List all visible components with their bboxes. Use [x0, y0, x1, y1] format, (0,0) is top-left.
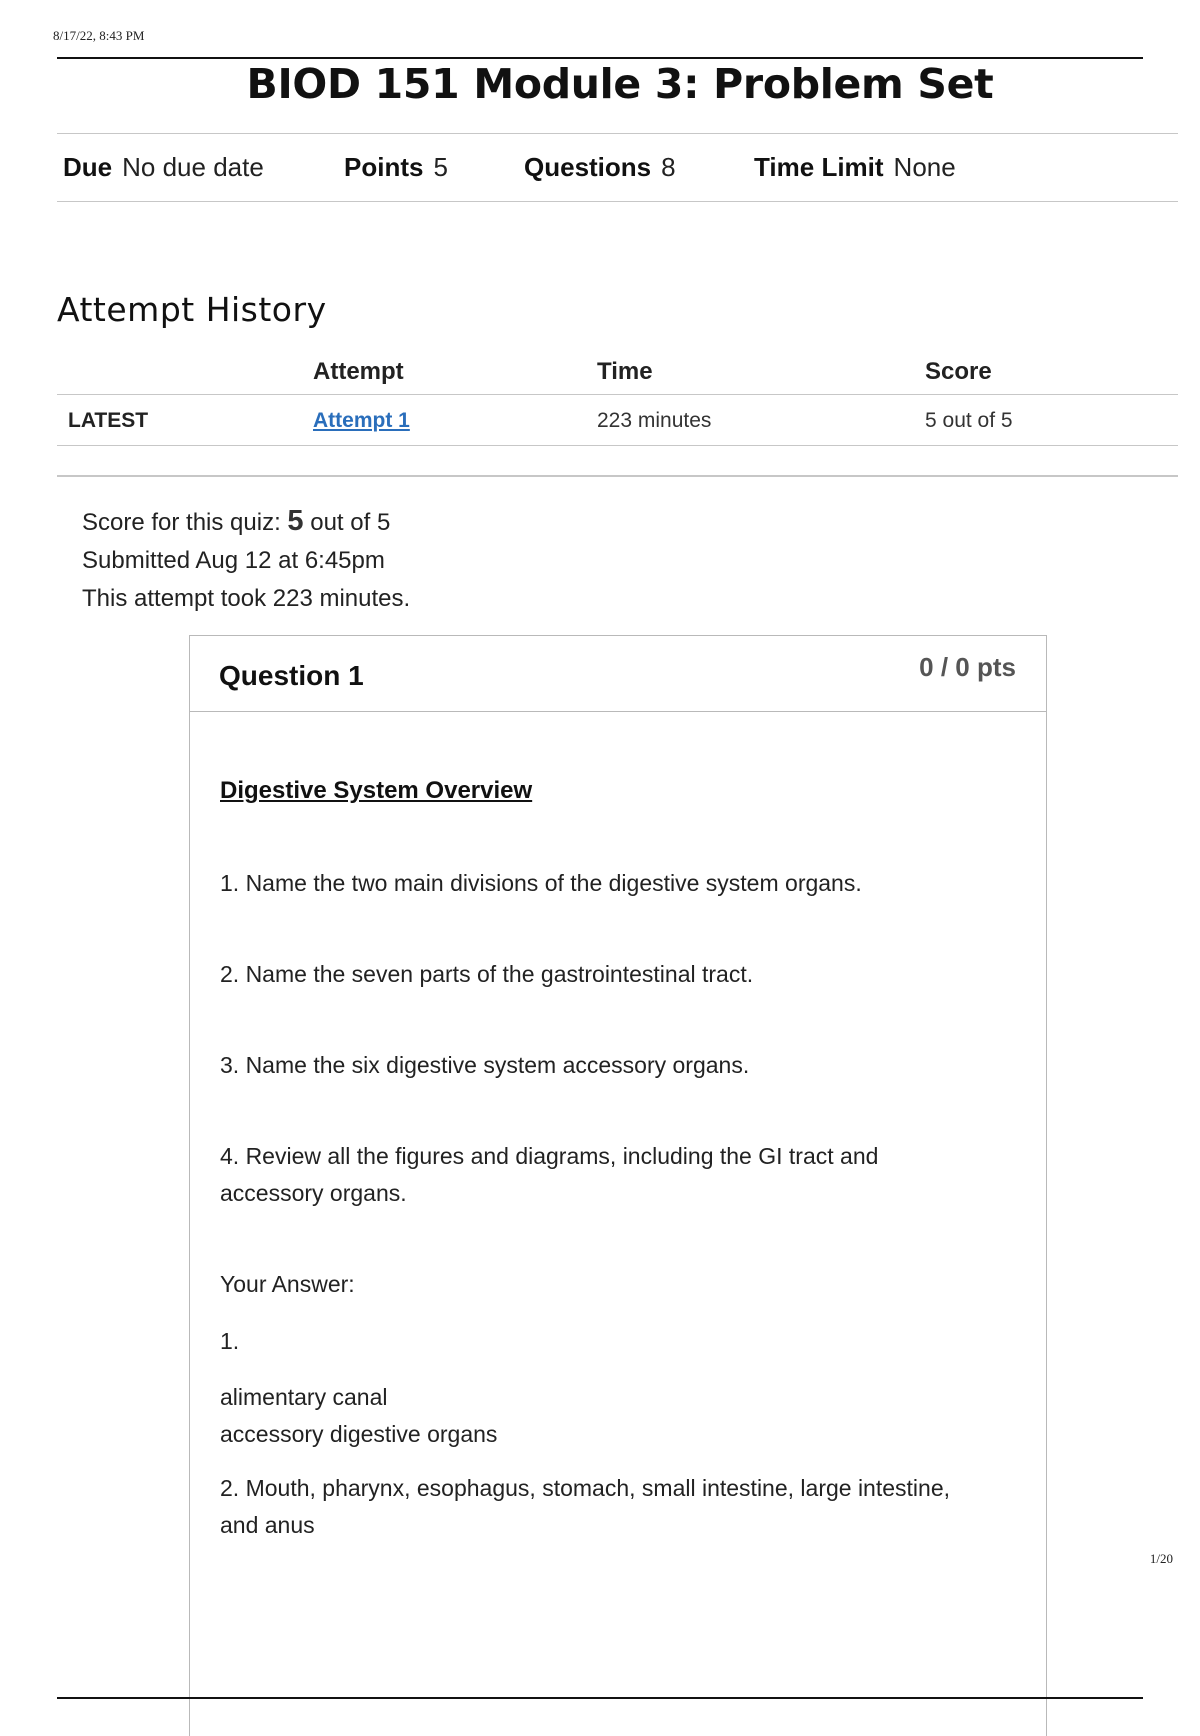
score-prefix: Score for this quiz:: [82, 509, 281, 536]
meta-due-value: No due date: [122, 152, 264, 182]
quiz-meta-bar: [57, 133, 1178, 202]
bottom-rule: [57, 1697, 1143, 1699]
prompt-4-continued: accessory organs.: [220, 1180, 407, 1206]
attempt-1-link[interactable]: Attempt 1: [313, 409, 410, 432]
meta-points: [344, 152, 448, 183]
prompt-3: 3. Name the six digestive system accessory organs.: [220, 1052, 750, 1078]
your-answer-label: Your Answer:: [220, 1271, 355, 1297]
quiz-summary: [82, 502, 410, 618]
meta-due: [63, 152, 264, 183]
question-card: [189, 635, 1047, 1736]
page-number: 1/20: [1149, 1551, 1173, 1566]
meta-questions: [524, 152, 676, 183]
attempt-history-table: [57, 352, 1178, 446]
column-header-attempt: Attempt: [313, 358, 404, 385]
answer-line-1: 1.: [220, 1328, 240, 1354]
meta-points-value: 5: [433, 152, 448, 182]
score-line: [82, 502, 410, 542]
meta-time-limit: [754, 152, 956, 183]
attempt-history-heading: Attempt History: [57, 290, 327, 329]
table-header-row: [57, 352, 1178, 395]
score-suffix: out of 5: [310, 509, 391, 536]
section-divider: [57, 475, 1178, 477]
meta-time-limit-value: None: [893, 152, 956, 182]
question-points: 0 / 0 pts: [919, 652, 1016, 682]
column-header-time: Time: [597, 358, 653, 385]
title-rule: [57, 57, 1143, 59]
meta-time-limit-label: Time Limit: [754, 152, 884, 182]
prompt-4: 4. Review all the figures and diagrams, including the GI tract and: [220, 1143, 879, 1169]
submitted-line: Submitted Aug 12 at 6:45pm: [82, 547, 385, 574]
prompt-2: 2. Name the seven parts of the gastrointestinal tract.: [220, 961, 754, 987]
meta-points-label: Points: [344, 152, 424, 182]
latest-tag: LATEST: [68, 409, 149, 432]
question-header: [190, 636, 1046, 712]
print-date: 8/17/22, 8:43 PM: [53, 28, 145, 43]
table-row: [57, 395, 1178, 446]
column-header-score: Score: [925, 358, 992, 385]
answer-line-4: 2. Mouth, pharynx, esophagus, stomach, small intestine, large intestine,: [220, 1475, 951, 1501]
question-subheading: Digestive System Overview: [220, 777, 533, 804]
answer-line-3: accessory digestive organs: [220, 1421, 498, 1447]
meta-due-label: Due: [63, 152, 113, 182]
duration-line: This attempt took 223 minutes.: [82, 585, 411, 612]
answer-line-2: alimentary canal: [220, 1384, 388, 1410]
meta-questions-label: Questions: [524, 152, 652, 182]
answer-line-5: and anus: [220, 1512, 315, 1538]
question-title: Question 1: [219, 660, 364, 691]
attempt-time: 223 minutes: [597, 409, 712, 432]
score-value: 5: [287, 505, 304, 537]
prompt-1: 1. Name the two main divisions of the digestive system organs.: [220, 870, 862, 896]
attempt-score: 5 out of 5: [925, 409, 1013, 432]
page-title: BIOD 151 Module 3: Problem Set: [246, 60, 994, 108]
meta-questions-value: 8: [661, 152, 676, 182]
